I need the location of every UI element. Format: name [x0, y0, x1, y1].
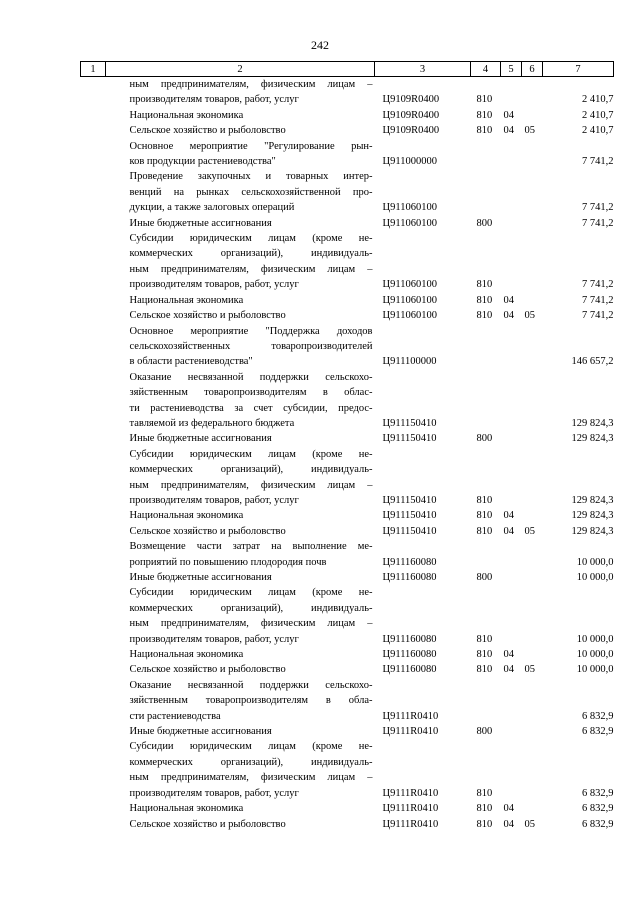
cell-section [501, 447, 522, 509]
table-row [81, 524, 614, 539]
cell-section [501, 169, 522, 215]
cell-grbs: 810 [476, 649, 493, 661]
cell-col1 [81, 324, 106, 370]
description-line: ным предпринимателям, физическим лицам – [129, 263, 373, 275]
cell-grbs: 810 [476, 510, 493, 522]
cell-description [106, 739, 375, 801]
cell-sum: 10 000,0 [576, 556, 614, 568]
table-row [81, 678, 614, 724]
cell-target-code: Ц911160080 [382, 572, 437, 583]
description-line: Иные бюджетные ассигнования [129, 726, 272, 738]
cell-subsection [522, 324, 543, 370]
cell-grbs: 810 [476, 125, 493, 137]
cell-grbs: 810 [476, 279, 493, 291]
cell-description [106, 447, 375, 509]
cell-description [106, 585, 375, 647]
cell-sum: 2 410,7 [582, 109, 614, 121]
description-line: Иные бюджетные ассигнования [129, 572, 272, 583]
description-line: в области растениеводства" [129, 356, 253, 368]
cell-section: 04 [503, 649, 514, 661]
description-line: Субсидии юридическим лицам (кроме не- [129, 587, 373, 599]
description-line: Сельское хозяйство и рыболовство [129, 664, 286, 676]
cell-sum: 2 410,7 [582, 125, 614, 137]
cell-grbs [471, 539, 501, 570]
cell-section: 04 [503, 294, 514, 306]
cell-col1 [81, 817, 106, 832]
cell-col1 [81, 739, 106, 801]
description-line: Сельское хозяйство и рыболовство [129, 818, 286, 830]
cell-target-code: Ц911150410 [382, 510, 437, 522]
cell-sum: 6 832,9 [582, 787, 614, 799]
description-line: Национальная экономика [129, 294, 244, 306]
cell-sum: 2 410,7 [582, 94, 614, 106]
cell-grbs: 800 [476, 726, 493, 738]
cell-sum: 129 824,3 [571, 433, 614, 445]
description-line: зяйственным товаропроизводителям в обла- [129, 695, 373, 707]
cell-grbs: 810 [476, 494, 493, 506]
cell-description [106, 216, 375, 231]
cell-col1 [81, 77, 106, 108]
cell-sum: 6 832,9 [582, 803, 614, 815]
description-line: коммерческих организаций), индивидуаль- [129, 464, 373, 476]
description-line: Субсидии юридическим лицам (кроме не- [129, 448, 373, 460]
description-line: ным предпринимателям, физическим лицам – [129, 618, 373, 630]
cell-sum: 7 741,2 [582, 310, 614, 322]
cell-subsection [522, 108, 543, 123]
cell-sum: 129 824,3 [571, 510, 614, 522]
cell-target-code: Ц9111R0410 [382, 787, 439, 799]
cell-subsection [522, 77, 543, 108]
cell-target-code: Ц911150410 [382, 433, 437, 445]
column-header: 2 [106, 62, 375, 77]
cell-subsection: 05 [524, 664, 535, 676]
cell-section: 04 [503, 310, 514, 322]
column-header: 7 [543, 62, 614, 77]
description-line: производителям товаров, работ, услуг [129, 94, 299, 106]
table-row [81, 324, 614, 370]
cell-col1 [81, 678, 106, 724]
cell-sum: 7 741,2 [582, 279, 614, 291]
table-row [81, 169, 614, 215]
table-row [81, 216, 614, 231]
cell-sum: 10 000,0 [576, 649, 614, 661]
description-line: зяйственным товаропроизводителям в облас- [129, 387, 373, 399]
cell-grbs: 810 [476, 525, 493, 537]
cell-section [501, 570, 522, 585]
cell-subsection [522, 231, 543, 293]
cell-grbs: 810 [476, 818, 493, 830]
table-row [81, 293, 614, 308]
cell-grbs: 810 [476, 803, 493, 815]
cell-target-code: Ц911060100 [382, 294, 437, 306]
cell-sum: 146 657,2 [571, 356, 614, 368]
cell-target-code: Ц9109R0400 [382, 109, 440, 121]
cell-description [106, 77, 375, 108]
cell-description [106, 431, 375, 446]
cell-description [106, 293, 375, 308]
cell-target-code: Ц9111R0410 [382, 726, 439, 738]
cell-grbs [471, 678, 501, 724]
cell-col1 [81, 431, 106, 446]
cell-target-code: Ц911060100 [382, 217, 437, 229]
cell-grbs: 810 [476, 633, 493, 645]
cell-target-code: Ц9111R0410 [382, 710, 439, 722]
cell-sum: 10 000,0 [576, 572, 614, 583]
cell-section [501, 139, 522, 170]
table-row [81, 585, 614, 647]
cell-subsection: 05 [524, 310, 535, 322]
cell-target-code: Ц9109R0400 [382, 94, 440, 106]
cell-description [106, 308, 375, 323]
cell-section: 04 [503, 664, 514, 676]
description-line: ным предпринимателям, физическим лицам – [129, 479, 373, 491]
cell-grbs: 810 [476, 94, 493, 106]
cell-target-code: Ц911160080 [382, 664, 437, 676]
cell-subsection [522, 539, 543, 570]
table-row [81, 724, 614, 739]
cell-section [501, 724, 522, 739]
cell-subsection [522, 724, 543, 739]
cell-grbs: 810 [476, 294, 493, 306]
description-line: Субсидии юридическим лицам (кроме не- [129, 741, 373, 753]
table-row [81, 647, 614, 662]
table-row [81, 231, 614, 293]
table-row [81, 308, 614, 323]
cell-sum: 6 832,9 [582, 818, 614, 830]
cell-target-code: Ц911150410 [382, 494, 437, 506]
cell-col1 [81, 123, 106, 138]
cell-description [106, 508, 375, 523]
cell-target-code: Ц911000000 [382, 156, 437, 168]
description-line: производителям товаров, работ, услуг [129, 279, 299, 291]
cell-target-code: Ц9111R0410 [382, 818, 439, 830]
description-line: Иные бюджетные ассигнования [129, 433, 272, 445]
cell-col1 [81, 539, 106, 570]
description-line: ти растениеводства за счет субсидии, предос- [129, 402, 373, 414]
cell-subsection [522, 139, 543, 170]
cell-grbs: 810 [476, 664, 493, 676]
cell-subsection [522, 739, 543, 801]
table-row [81, 447, 614, 509]
cell-target-code: Ц911150410 [382, 417, 437, 429]
cell-subsection [522, 169, 543, 215]
cell-sum: 6 832,9 [582, 710, 614, 722]
description-line: Основное мероприятие "Поддержка доходов [129, 325, 373, 337]
cell-grbs [471, 370, 501, 432]
cell-section: 04 [503, 803, 514, 815]
cell-grbs: 810 [476, 787, 493, 799]
description-line: Сельское хозяйство и рыболовство [129, 125, 286, 137]
cell-col1 [81, 508, 106, 523]
description-line: ным предпринимателям, физическим лицам – [129, 79, 373, 90]
cell-section [501, 678, 522, 724]
cell-col1 [81, 662, 106, 677]
cell-sum: 7 741,2 [582, 217, 614, 229]
description-line: Оказание несвязанной поддержки сельскохо- [129, 371, 373, 383]
cell-description [106, 647, 375, 662]
table-header-row [81, 62, 614, 77]
table-row [81, 77, 614, 108]
cell-col1 [81, 647, 106, 662]
description-line: Национальная экономика [129, 803, 244, 815]
cell-description [106, 231, 375, 293]
description-line: ков продукции растениеводства" [129, 156, 276, 168]
description-line: дукции, а также залоговых операций [129, 202, 295, 214]
cell-col1 [81, 585, 106, 647]
table-row [81, 370, 614, 432]
cell-description [106, 324, 375, 370]
description-line: Сельское хозяйство и рыболовство [129, 525, 286, 537]
description-line: коммерческих организаций), индивидуаль- [129, 602, 373, 614]
column-header: 5 [501, 62, 522, 77]
cell-subsection [522, 293, 543, 308]
cell-subsection: 05 [524, 525, 535, 537]
table-row [81, 739, 614, 801]
cell-col1 [81, 370, 106, 432]
cell-col1 [81, 308, 106, 323]
cell-col1 [81, 293, 106, 308]
cell-target-code: Ц911060100 [382, 202, 437, 214]
cell-sum: 10 000,0 [576, 633, 614, 645]
cell-target-code: Ц9111R0410 [382, 803, 439, 815]
cell-sum: 10 000,0 [576, 664, 614, 676]
description-line: Национальная экономика [129, 109, 244, 121]
cell-grbs [471, 169, 501, 215]
page-number: 242 [311, 38, 329, 52]
cell-section [501, 324, 522, 370]
table-row [81, 801, 614, 816]
cell-subsection [522, 678, 543, 724]
cell-subsection [522, 431, 543, 446]
cell-target-code: Ц911160080 [382, 556, 437, 568]
description-line: Основное мероприятие "Регулирование рын- [129, 140, 373, 152]
cell-sum: 129 824,3 [571, 525, 614, 537]
table-row [81, 570, 614, 585]
cell-col1 [81, 169, 106, 215]
cell-sum: 7 741,2 [582, 294, 614, 306]
cell-subsection [522, 370, 543, 432]
column-header: 1 [81, 62, 106, 77]
description-line: Национальная экономика [129, 649, 244, 661]
cell-description [106, 662, 375, 677]
description-line: Проведение закупочных и товарных интер- [129, 171, 373, 183]
cell-col1 [81, 570, 106, 585]
cell-description [106, 817, 375, 832]
cell-target-code: Ц911160080 [382, 633, 437, 645]
column-header: 3 [375, 62, 471, 77]
cell-description [106, 724, 375, 739]
cell-description [106, 123, 375, 138]
table-row [81, 508, 614, 523]
cell-grbs [471, 324, 501, 370]
cell-subsection [522, 216, 543, 231]
description-line: коммерческих организаций), индивидуаль- [129, 756, 373, 768]
cell-col1 [81, 139, 106, 170]
cell-col1 [81, 108, 106, 123]
description-line: производителям товаров, работ, услуг [129, 633, 299, 645]
cell-col1 [81, 216, 106, 231]
cell-subsection: 05 [524, 818, 535, 830]
cell-section [501, 231, 522, 293]
cell-sum: 7 741,2 [582, 156, 614, 168]
cell-subsection [522, 570, 543, 585]
table-row [81, 539, 614, 570]
cell-subsection [522, 447, 543, 509]
cell-sum: 129 824,3 [571, 417, 614, 429]
cell-grbs: 810 [476, 310, 493, 322]
column-header: 4 [471, 62, 501, 77]
table-row [81, 139, 614, 170]
cell-target-code: Ц911060100 [382, 310, 437, 322]
table-row [81, 123, 614, 138]
cell-section [501, 539, 522, 570]
cell-section: 04 [503, 109, 514, 121]
description-line: венций на рынках сельскохозяйственной про- [129, 186, 373, 198]
description-line: ным предпринимателям, физическим лицам – [129, 772, 373, 784]
description-line: Сельское хозяйство и рыболовство [129, 310, 286, 322]
cell-subsection [522, 647, 543, 662]
table-row [81, 431, 614, 446]
description-line: роприятий по повышению плодородия почв [129, 556, 327, 568]
cell-section: 04 [503, 510, 514, 522]
cell-subsection [522, 585, 543, 647]
cell-section [501, 77, 522, 108]
cell-description [106, 570, 375, 585]
cell-description [106, 370, 375, 432]
cell-section [501, 739, 522, 801]
cell-section [501, 370, 522, 432]
cell-subsection [522, 508, 543, 523]
cell-grbs: 800 [476, 572, 493, 583]
cell-col1 [81, 447, 106, 509]
cell-col1 [81, 524, 106, 539]
cell-description [106, 139, 375, 170]
cell-description [106, 108, 375, 123]
cell-description [106, 524, 375, 539]
description-line: Оказание несвязанной поддержки сельскохо- [129, 679, 373, 691]
description-line: Субсидии юридическим лицам (кроме не- [129, 233, 373, 245]
description-line: коммерческих организаций), индивидуаль- [129, 248, 373, 260]
budget-table [80, 61, 614, 832]
cell-description [106, 801, 375, 816]
description-line: производителям товаров, работ, услуг [129, 787, 299, 799]
cell-sum: 7 741,2 [582, 202, 614, 214]
cell-grbs: 800 [476, 217, 493, 229]
cell-col1 [81, 801, 106, 816]
cell-target-code: Ц911150410 [382, 525, 437, 537]
cell-section: 04 [503, 525, 514, 537]
description-line: тавляемой из федерального бюджета [129, 417, 295, 429]
cell-sum: 129 824,3 [571, 494, 614, 506]
cell-col1 [81, 724, 106, 739]
description-line: сти растениеводства [129, 710, 221, 722]
cell-section: 04 [503, 818, 514, 830]
cell-section: 04 [503, 125, 514, 137]
cell-target-code: Ц911060100 [382, 279, 437, 291]
cell-col1 [81, 231, 106, 293]
table-row [81, 817, 614, 832]
cell-grbs [471, 139, 501, 170]
cell-target-code: Ц911100000 [382, 356, 437, 368]
column-header: 6 [522, 62, 543, 77]
table-row [81, 662, 614, 677]
cell-section [501, 431, 522, 446]
cell-subsection [522, 801, 543, 816]
cell-target-code: Ц911160080 [382, 649, 437, 661]
cell-target-code: Ц9109R0400 [382, 125, 440, 137]
cell-description [106, 539, 375, 570]
cell-description [106, 169, 375, 215]
table-row [81, 108, 614, 123]
cell-sum: 6 832,9 [582, 726, 614, 738]
table-body [81, 77, 614, 832]
cell-subsection: 05 [524, 125, 535, 137]
description-line: Национальная экономика [129, 510, 244, 522]
description-line: производителям товаров, работ, услуг [129, 494, 299, 506]
cell-section [501, 585, 522, 647]
description-line: Возмещение части затрат на выполнение ме- [129, 541, 373, 553]
cell-description [106, 678, 375, 724]
description-line: Иные бюджетные ассигнования [129, 217, 272, 229]
cell-section [501, 216, 522, 231]
cell-grbs: 800 [476, 433, 493, 445]
cell-grbs: 810 [476, 109, 493, 121]
description-line: сельскохозяйственных товаропроизводителей [129, 340, 373, 352]
